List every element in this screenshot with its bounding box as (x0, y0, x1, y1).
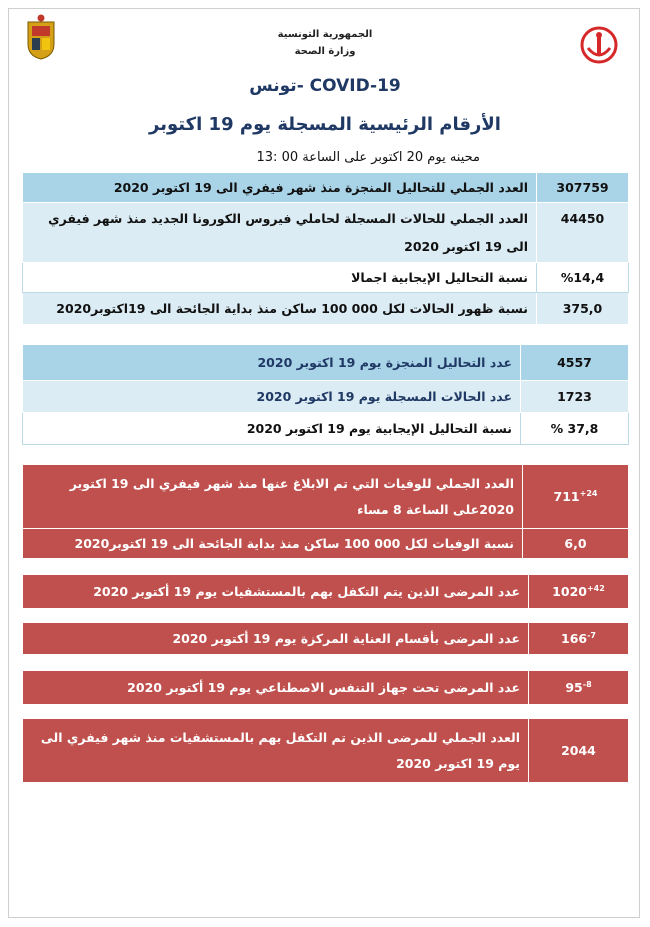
value-number: 166 (561, 631, 588, 647)
stat-label: عدد المرضى الذين يتم التكفل بهم بالمستشفيات يوم 19 أكتوبر 2020 (23, 575, 529, 609)
icu-table (22, 622, 629, 655)
table-row (23, 719, 629, 783)
table-row (23, 293, 629, 325)
table-row (23, 173, 629, 203)
table-row (23, 413, 629, 445)
value-number: 1020 (552, 584, 587, 600)
stat-label: العدد الجملي للتحاليل المنجزة منذ شهر فيفري الى 19 اكتوبر 2020 (23, 173, 537, 203)
stat-label: نسبة التحاليل الإيجابية يوم 19 اكتوبر 2020 (23, 413, 521, 445)
stat-value: 375,0 (537, 293, 629, 325)
stat-value: 4557 (521, 345, 629, 381)
value-number: 95 (565, 680, 583, 696)
update-timestamp: محينه يوم 20 اكتوبر على الساعة 00 :13 (256, 150, 480, 165)
stat-value: %14,4 (537, 263, 629, 293)
total-hospitalized-table (22, 718, 629, 783)
value-delta: +24 (579, 488, 598, 498)
stat-value: 1723 (521, 381, 629, 413)
table-row (23, 381, 629, 413)
stat-label: عدد الحالات المسجلة يوم 19 اكتوبر 2020 (23, 381, 521, 413)
value-delta: -8 (582, 679, 592, 689)
stat-value: 6,0 (523, 529, 629, 559)
cumulative-stats-table (22, 172, 629, 325)
stat-label: عدد المرضى تحت جهاز التنفس الاصطناعي يوم 19 أكتوبر 2020 (23, 671, 529, 705)
stat-value: 2044 (529, 719, 629, 783)
stat-label: العدد الجملي للوفيات التي تم الابلاغ عنها منذ شهر فيفري الى 19 اكتوبر 2020على الساعة 8 مساء (23, 465, 523, 529)
table-row (23, 203, 629, 263)
daily-stats-table (22, 344, 629, 445)
stat-label: العدد الجملي للمرضى الذين تم التكفل بهم بالمستشفيات منذ شهر فيفري الى يوم 19 اكتوبر 2020 (23, 719, 529, 783)
value-delta: -7 (587, 630, 596, 640)
page-title: COVID-19 -تونس (249, 76, 401, 96)
table-row (23, 671, 629, 705)
value-number: 711 (553, 489, 580, 505)
table-row (23, 465, 629, 529)
table-row (23, 263, 629, 293)
stat-label: نسبة الوفيات لكل 000 100 ساكن منذ بداية الجائحة الى 19 اكتوبر2020 (23, 529, 523, 559)
deaths-table (22, 464, 629, 559)
stat-label: عدد المرضى بأقسام العناية المركزة يوم 19 أكتوبر 2020 (23, 623, 529, 655)
ministry-header (0, 26, 650, 60)
stat-label: عدد التحاليل المنجزة يوم 19 اكتوبر 2020 (23, 345, 521, 381)
stat-value: % 37,8 (521, 413, 629, 445)
stat-value (529, 575, 629, 609)
stat-label: نسبة التحاليل الإيجابية اجمالا (23, 263, 537, 293)
ministry-label: وزارة الصحة (294, 46, 356, 57)
table-row (23, 529, 629, 559)
stat-value (529, 671, 629, 705)
stat-label: العدد الجملي للحالات المسجلة لحاملي فيروس الكورونا الجديد منذ شهر فيفري الى 19 اكتوبر 2020 (23, 203, 537, 263)
stat-label: نسبة ظهور الحالات لكل 000 100 ساكن منذ بداية الجائحة الى 19اكتوبر2020 (23, 293, 537, 325)
stat-value (529, 623, 629, 655)
page-subtitle: الأرقام الرئيسية المسجلة يوم 19 اكتوبر (149, 114, 501, 135)
table-row (23, 345, 629, 381)
republic-label: الجمهورية التونسية (277, 29, 373, 40)
stat-value: 44450 (537, 203, 629, 263)
value-delta: +42 (586, 583, 605, 593)
table-row (23, 575, 629, 609)
stat-value: 307759 (537, 173, 629, 203)
hospitalized-table (22, 574, 629, 609)
ventilator-table (22, 670, 629, 705)
table-row (23, 623, 629, 655)
stat-value (523, 465, 629, 529)
